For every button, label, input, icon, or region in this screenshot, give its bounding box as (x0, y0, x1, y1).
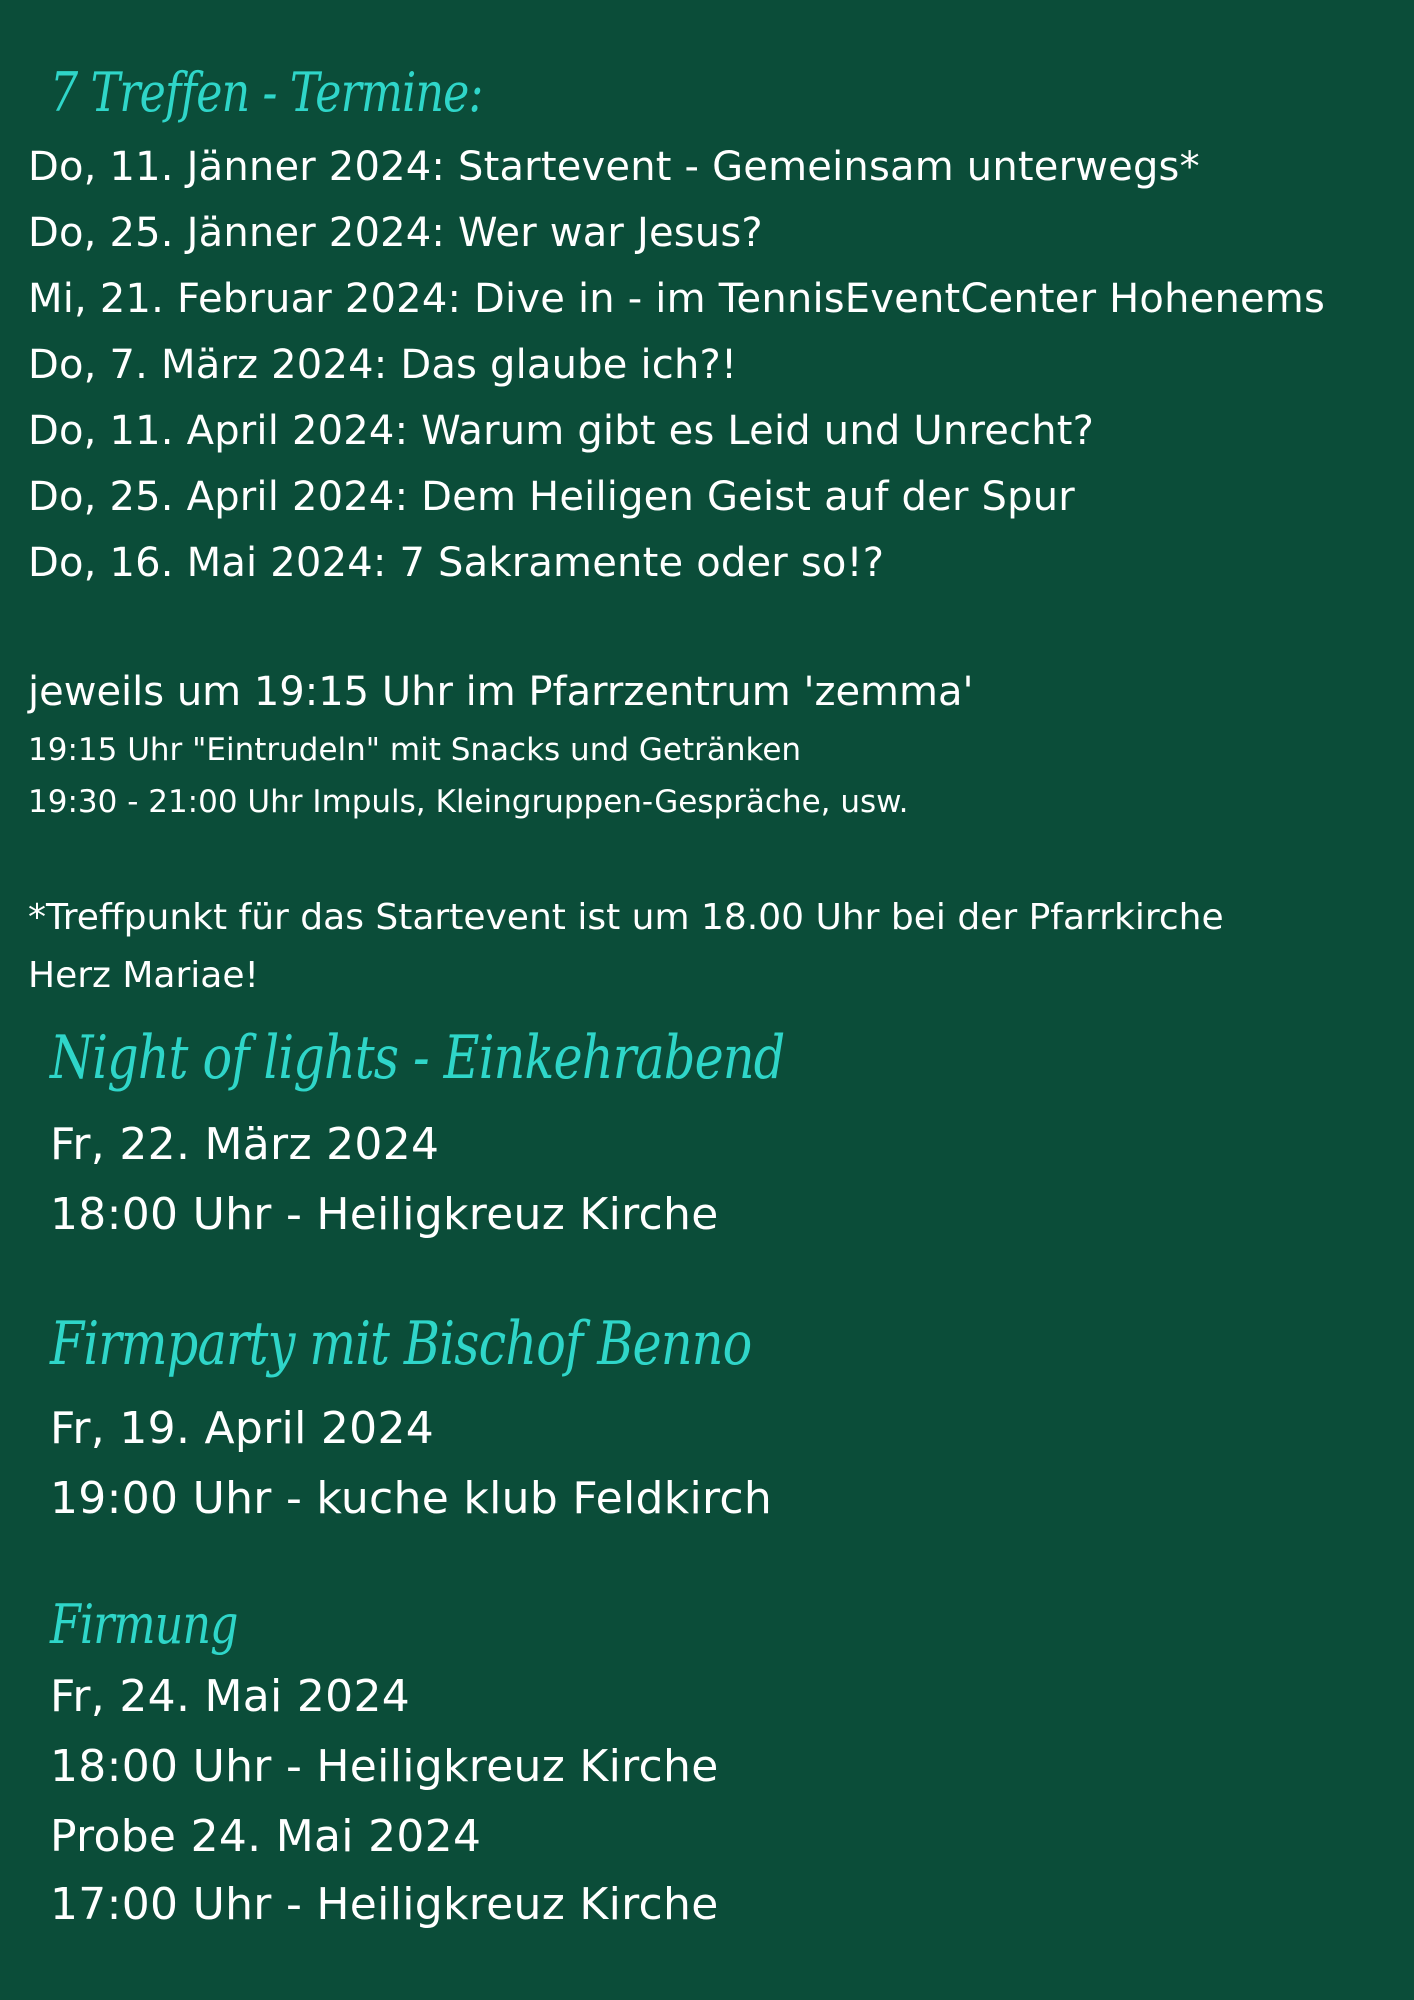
firmparty-date: Fr, 19. April 2024 (50, 1403, 435, 1454)
meeting-list (28, 134, 1325, 596)
startevent-note: Herz Mariae! (28, 955, 259, 996)
night-of-lights-time-place: 18:00 Uhr - Heiligkreuz Kirche (50, 1189, 719, 1240)
meeting-item: Do, 25. April 2024: Dem Heiligen Geist auf der Spur (28, 474, 1075, 520)
firmung-time-place: 18:00 Uhr - Heiligkreuz Kirche (50, 1741, 719, 1792)
startevent-note: *Treffpunkt für das Startevent ist um 18.00 Uhr bei der Pfarrkirche (28, 897, 1224, 938)
meeting-item: Do, 7. März 2024: Das glaube ich?! (28, 342, 738, 388)
firmparty-heading: Firmparty mit Bischof Benno (50, 1309, 752, 1379)
treffen-heading: 7 Treffen - Termine: (50, 61, 483, 124)
night-of-lights-heading: Night of lights - Einkehrabend (50, 1023, 785, 1093)
schedule-line: 19:15 Uhr "Eintrudeln" mit Snacks und Getränken (28, 732, 802, 768)
meeting-item: Do, 11. Jänner 2024: Startevent - Gemeinsam unterwegs* (28, 144, 1200, 190)
firmung-date: Fr, 24. Mai 2024 (50, 1671, 411, 1722)
firmung-heading: Firmung (50, 1593, 238, 1656)
night-of-lights-date: Fr, 22. März 2024 (50, 1119, 440, 1170)
meeting-item: Mi, 21. Februar 2024: Dive in - im TennisEventCenter Hohenems (28, 276, 1326, 322)
meeting-item: Do, 11. April 2024: Warum gibt es Leid und Unrecht? (28, 408, 1095, 454)
meeting-item: Do, 25. Jänner 2024: Wer war Jesus? (28, 210, 763, 256)
schedule-line: 19:30 - 21:00 Uhr Impuls, Kleingruppen-Gespräche, usw. (28, 784, 909, 820)
meeting-item: Do, 16. Mai 2024: 7 Sakramente oder so!? (28, 540, 885, 586)
firmparty-time-place: 19:00 Uhr - kuche klub Feldkirch (50, 1473, 773, 1524)
probe-time-place: 17:00 Uhr - Heiligkreuz Kirche (50, 1879, 719, 1930)
meeting-location: jeweils um 19:15 Uhr im Pfarrzentrum 'zemma' (28, 669, 974, 715)
probe-date: Probe 24. Mai 2024 (50, 1811, 482, 1862)
